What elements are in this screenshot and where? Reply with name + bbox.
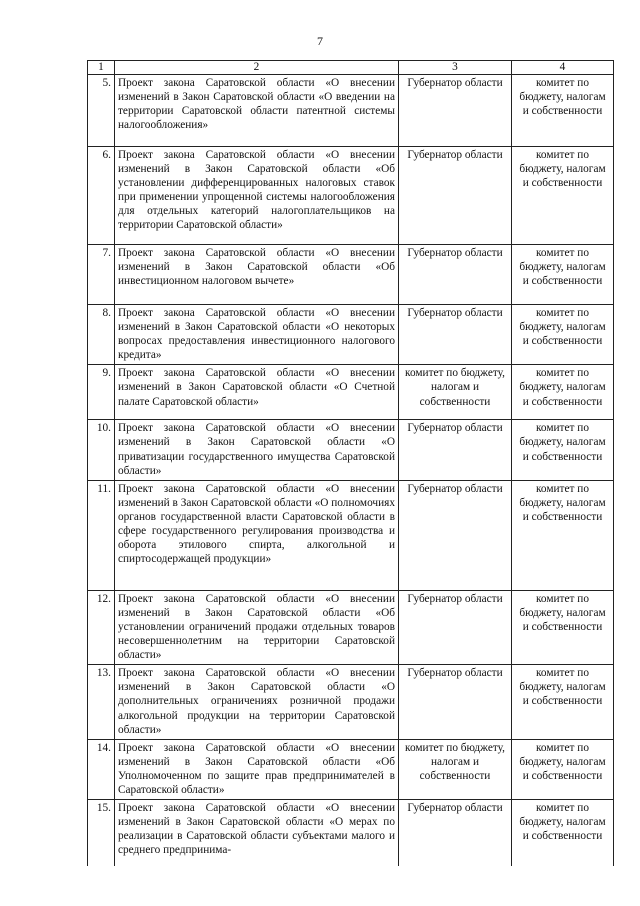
- bill-title: Проект закона Саратовской области «О внесении изменений в Закон Саратовской области «Об инвестиционном налоговом вычете»: [115, 245, 399, 305]
- row-number: 9.: [88, 365, 115, 420]
- responsible-committee: комитет по бюджету, налогам и собственности: [512, 75, 614, 147]
- bill-title: Проект закона Саратовской области «О внесении изменений в Закон Саратовской области «Об установлении ограничений продажи отдельных товаров несовершеннолетним на территории Саратовской области»: [115, 590, 399, 664]
- table-row: [88, 739, 614, 799]
- page-number: 7: [317, 34, 323, 48]
- table-row: [88, 480, 614, 590]
- table-header-row: [88, 61, 614, 75]
- row-number: 11.: [88, 480, 115, 590]
- responsible-committee: комитет по бюджету, налогам и собственности: [512, 305, 614, 365]
- table-row: [88, 147, 614, 245]
- table-row: [88, 245, 614, 305]
- table-row: [88, 590, 614, 664]
- table-row: [88, 75, 614, 147]
- responsible-committee: комитет по бюджету, налогам и собственности: [512, 365, 614, 420]
- row-number: 15.: [88, 800, 115, 866]
- bills-table: [87, 60, 614, 866]
- row-number: 10.: [88, 420, 115, 480]
- initiator: Губернатор области: [399, 420, 512, 480]
- table-row: [88, 420, 614, 480]
- table-body: [88, 61, 614, 866]
- row-number: 14.: [88, 739, 115, 799]
- bill-title: Проект закона Саратовской области «О внесении изменений в Закон Саратовской области «О приватизации государственного имущества Саратовской области»: [115, 420, 399, 480]
- bill-title: Проект закона Саратовской области «О внесении изменений в Закон Саратовской области «О дополнительных ограничениях розничной продажи алкогольной продукции на территории Саратовской области»: [115, 665, 399, 739]
- initiator: комитет по бюджету, налогам и собственности: [399, 365, 512, 420]
- row-number: 6.: [88, 147, 115, 245]
- bill-title: Проект закона Саратовской области «О внесении изменений в Закон Саратовской области «О мерах по реализации в Саратовской области субъектами малого и среднего предпринима-: [115, 800, 399, 866]
- responsible-committee: комитет по бюджету, налогам и собственности: [512, 800, 614, 866]
- row-number: 12.: [88, 590, 115, 664]
- initiator: Губернатор области: [399, 480, 512, 590]
- bill-title: Проект закона Саратовской области «О внесении изменений в Закон Саратовской области «О некоторых вопросах предоставления инвестиционного налогового кредита»: [115, 305, 399, 365]
- initiator: Губернатор области: [399, 590, 512, 664]
- initiator: Губернатор области: [399, 305, 512, 365]
- responsible-committee: комитет по бюджету, налогам и собственности: [512, 480, 614, 590]
- initiator: Губернатор области: [399, 147, 512, 245]
- initiator: комитет по бюджету, налогам и собственности: [399, 739, 512, 799]
- initiator: Губернатор области: [399, 665, 512, 739]
- row-number: 5.: [88, 75, 115, 147]
- table-row: [88, 665, 614, 739]
- initiator: Губернатор области: [399, 800, 512, 866]
- bill-title: Проект закона Саратовской области «О внесении изменений в Закон Саратовской области «О Счетной палате Саратовской области»: [115, 365, 399, 420]
- header-col-2: 2: [115, 61, 399, 75]
- header-col-1: 1: [88, 61, 115, 75]
- bill-title: Проект закона Саратовской области «О внесении изменений в Закон Саратовской области «О введении на территории Саратовской области патентной системы налогообложения»: [115, 75, 399, 147]
- row-number: 8.: [88, 305, 115, 365]
- table-row: [88, 305, 614, 365]
- row-number: 7.: [88, 245, 115, 305]
- responsible-committee: комитет по бюджету, налогам и собственности: [512, 590, 614, 664]
- responsible-committee: комитет по бюджету, налогам и собственности: [512, 420, 614, 480]
- initiator: Губернатор области: [399, 245, 512, 305]
- header-col-3: 3: [399, 61, 512, 75]
- initiator: Губернатор области: [399, 75, 512, 147]
- row-number: 13.: [88, 665, 115, 739]
- table-row: [88, 365, 614, 420]
- responsible-committee: комитет по бюджету, налогам и собственности: [512, 739, 614, 799]
- bill-title: Проект закона Саратовской области «О внесении изменений в Закон Саратовской области «Об установлении дифференцированных налоговых ставок при применении упрощенной системы налогообложения для отдельных категорий налогоплательщиков на территории Саратовской области»: [115, 147, 399, 245]
- responsible-committee: комитет по бюджету, налогам и собственности: [512, 245, 614, 305]
- bill-title: Проект закона Саратовской области «О внесении изменений в Закон Саратовской области «Об Уполномоченном по защите прав предпринимателей в Саратовской области»: [115, 739, 399, 799]
- table-row: [88, 800, 614, 866]
- responsible-committee: комитет по бюджету, налогам и собственности: [512, 147, 614, 245]
- responsible-committee: комитет по бюджету, налогам и собственности: [512, 665, 614, 739]
- header-col-4: 4: [512, 61, 614, 75]
- bill-title: Проект закона Саратовской области «О внесении изменений в Закон Саратовской области «О полномочиях органов государственной власти Саратовской области в сфере государственного регулирования производства и оборота этилового спирта, алкогольной и спиртосодержащей продукции»: [115, 480, 399, 590]
